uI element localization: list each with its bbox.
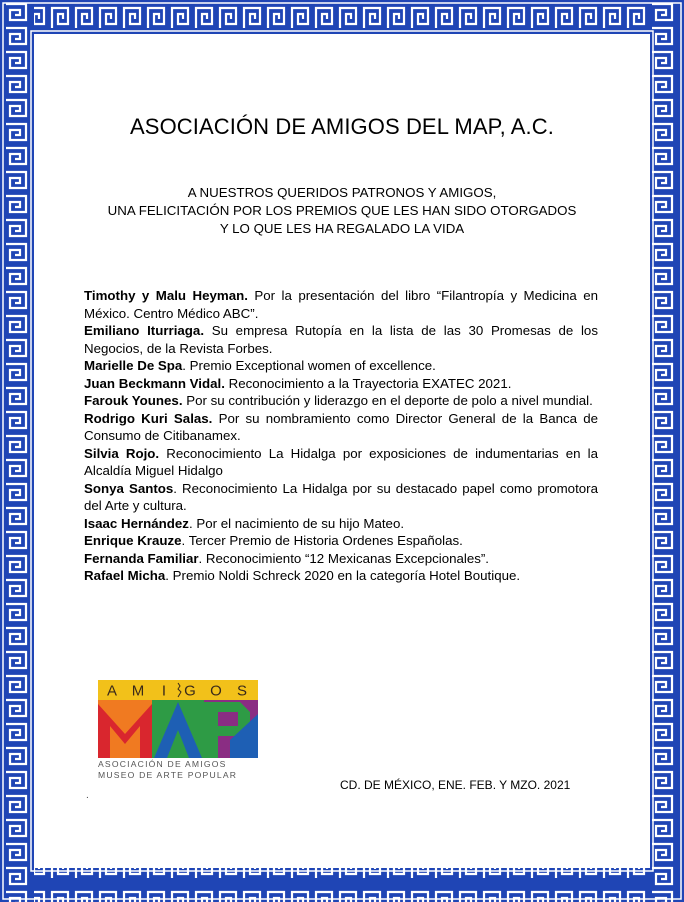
award-name: Rafael Micha — [84, 568, 166, 583]
greeting-line: UNA FELICITACIÓN POR LOS PREMIOS QUE LES HAN SIDO OTORGADOS — [107, 203, 577, 218]
award-text: Reconocimiento La Hidalga por exposiciones de indumentarias en la Alcaldía Miguel Hidalgo — [84, 445, 598, 478]
award-name: Isaac Hernández — [84, 515, 189, 531]
award-item — [84, 480, 598, 515]
award-item — [84, 287, 598, 322]
award-name: Enrique Krauze — [84, 533, 182, 548]
svg-text:S: S — [236, 682, 248, 700]
greeting-line: A NUESTROS QUERIDOS PATRONOS Y AMIGOS, — [187, 185, 497, 200]
svg-text:O: O — [210, 682, 222, 700]
award-text: Por su nombramiento como Director General de la Banca de Consumo de Citibanamex. — [84, 410, 599, 443]
award-text: Por su contribución y liderazgo en el deporte de polo a nivel mundial. — [182, 393, 593, 408]
award-text: . Por el nacimiento de su hijo Mateo. — [188, 515, 405, 531]
award-text: . Tercer Premio de Historia Ordenes Españolas. — [181, 533, 463, 548]
award-name: Timothy y Malu Heyman. — [84, 288, 248, 303]
greeting-line: Y LO QUE LES HA REGALADO LA VIDA — [219, 221, 465, 236]
logo-caption-line: MUSEO DE ARTE POPULAR — [98, 770, 238, 780]
award-item — [84, 322, 598, 357]
letter-content — [34, 34, 650, 868]
svg-text:G: G — [184, 682, 196, 700]
award-item — [84, 357, 598, 375]
award-item — [84, 567, 598, 585]
award-text: Por la presentación del libro “Filantropía y Medicina en México. Centro Médico ABC”. — [84, 288, 598, 321]
award-text: . Reconocimiento La Hidalga por su destacado papel como promotora del Arte y cultura. — [84, 480, 598, 513]
award-item — [84, 515, 598, 533]
stray-dot: . — [86, 790, 89, 801]
award-name: Rodrigo Kuri Salas. — [84, 410, 213, 426]
award-item — [84, 445, 598, 480]
award-item — [84, 550, 598, 568]
award-item — [84, 392, 598, 410]
award-text: . Premio Exceptional women of excellence. — [182, 358, 436, 373]
logo-caption — [98, 759, 258, 781]
svg-text:A: A — [106, 682, 118, 700]
award-text: Reconocimiento a la Trayectoria EXATEC 2021. — [224, 375, 512, 391]
place-date: CD. DE MÉXICO, ENE. FEB. Y MZO. 2021 — [340, 778, 571, 792]
awards-list — [84, 287, 598, 585]
award-name: Sonya Santos — [84, 480, 174, 496]
award-name: Silvia Rojo. — [84, 445, 160, 461]
award-text: . Premio Noldi Schreck 2020 en la categoría Hotel Boutique. — [165, 568, 521, 583]
award-text: . Reconocimiento “12 Mexicanas Excepcionales”. — [198, 550, 490, 566]
svg-text:M: M — [131, 682, 145, 700]
award-item — [84, 375, 598, 393]
page-title: ASOCIACIÓN DE AMIGOS DEL MAP, A.C. — [130, 114, 554, 139]
award-name: Emiliano Iturriaga. — [84, 323, 205, 338]
award-item — [84, 410, 598, 445]
award-item — [84, 532, 598, 550]
award-name: Marielle De Spa — [84, 358, 183, 373]
award-name: Juan Beckmann Vidal. — [84, 375, 225, 391]
logo-caption-line: ASOCIACIÓN DE AMIGOS — [98, 759, 227, 769]
greeting — [34, 184, 650, 238]
svg-text:I: I — [161, 682, 167, 700]
award-text: Su empresa Rutopía en la lista de las 30 Promesas de los Negocios, de la Revista Forbes. — [84, 323, 598, 356]
award-name: Fernanda Familiar — [84, 550, 199, 566]
award-name: Farouk Younes. — [84, 393, 183, 408]
